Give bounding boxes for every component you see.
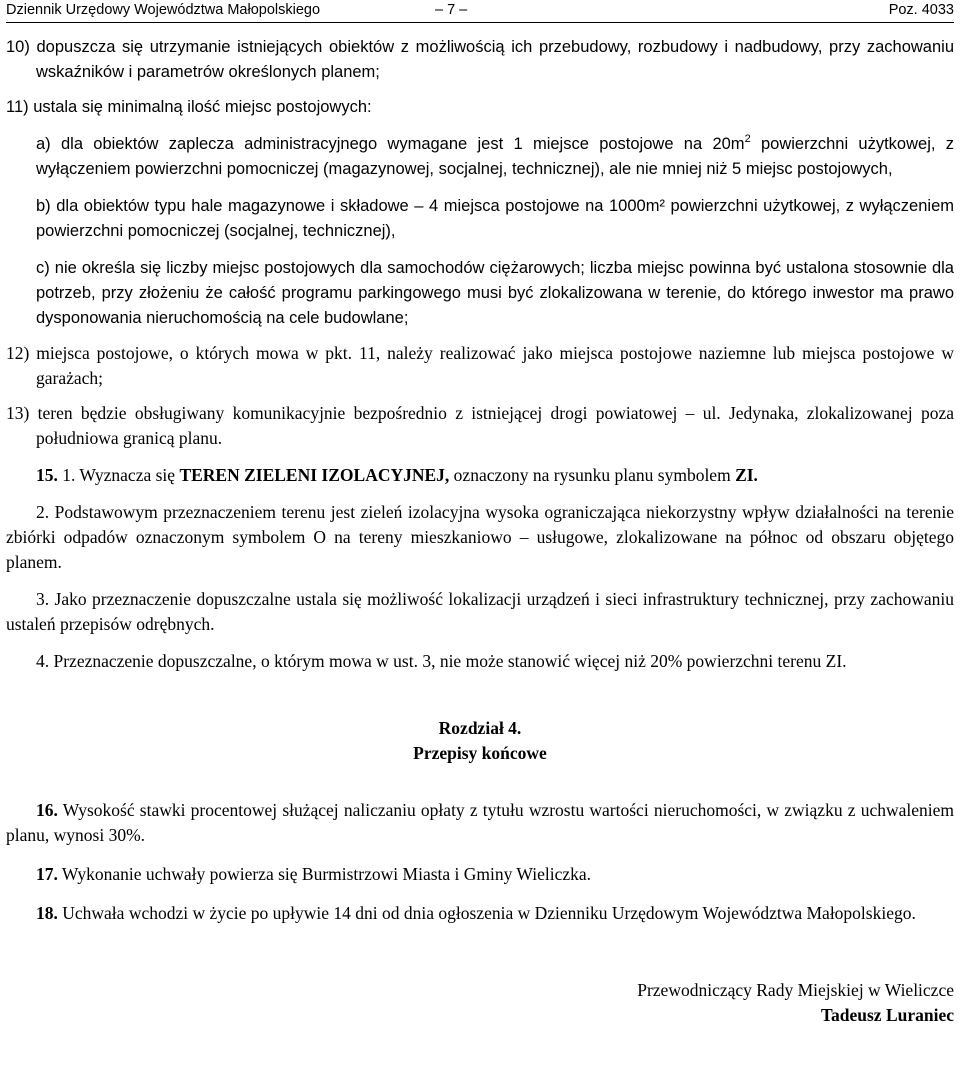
page-number: – 7 – bbox=[435, 2, 468, 18]
subitem-a-text-cont: powierzchni użytkowej, z wyłączeniem powierzchni pomocniczej (magazynowej, socjalnej, technicznej), ale nie mniej niż 5 miejsc postojowych, bbox=[36, 135, 954, 178]
position-number: Poz. 4033 bbox=[888, 2, 954, 18]
section-18 bbox=[6, 901, 954, 926]
section-17 bbox=[6, 862, 954, 887]
section-15-para-3: 3. Jako przeznaczenie dopuszczalne ustala się możliwość lokalizacji urządzeń i sieci infrastruktury technicznej, przy zachowaniu ustaleń przepisów odrębnych. bbox=[6, 589, 954, 634]
section-15-intro: 1. Wyznacza się bbox=[57, 465, 180, 485]
signature-role: Przewodniczący Rady Miejskiej w Wieliczce bbox=[637, 980, 954, 1000]
item-12: 12) miejsca postojowe, o których mowa w pkt. 11, należy realizować jako miejsca postojowe naziemne lub miejsca postojowe w garażach; bbox=[6, 343, 954, 388]
section-18-text: Uchwała wchodzi w życie po upływie 14 dni od dnia ogłoszenia w Dzienniku Urzędowym Województwa Małopolskiego. bbox=[57, 903, 916, 923]
zone-name: TEREN ZIELENI IZOLACYJNEJ, bbox=[179, 465, 450, 485]
section-17-number: 17. bbox=[36, 864, 58, 884]
section-17-text: Wykonanie uchwały powierza się Burmistrzowi Miasta i Gminy Wieliczka. bbox=[57, 864, 592, 884]
item-11: 11) ustala się minimalną ilość miejsc postojowych: bbox=[6, 98, 372, 116]
chapter-title: Rozdział 4. bbox=[438, 718, 522, 738]
zone-symbol: ZI. bbox=[735, 465, 758, 485]
item-10: 10) dopuszcza się utrzymanie istniejących obiektów z możliwością ich przebudowy, rozbudowy i nadbudowy, przy zachowaniu wskaźników i parametrów określonych planem; bbox=[6, 38, 954, 81]
chapter-subtitle: Przepisy końcowe bbox=[413, 743, 547, 763]
page-header bbox=[6, 0, 954, 23]
section-16 bbox=[6, 798, 954, 848]
subitem-c: c) nie określa się liczby miejsc postojowych dla samochodów ciężarowych; liczba miejsc powinna być ustalona stosownie dla potrzeb, przy złożeniu że całość programu parkingowego musi być zlokalizowana w terenie, do którego inwestor ma prawo dysponowania nieruchomością na cele budowlane; bbox=[36, 259, 954, 327]
document-page bbox=[6, 0, 954, 1028]
item-13: 13) teren będzie obsługiwany komunikacyjnie bezpośrednio z istniejącej drogi powiatowej – ul. Jedynaka, zlokalizowanej poza południowa granicą planu. bbox=[6, 403, 954, 448]
section-15-number: 15. bbox=[36, 465, 58, 485]
signature-name: Tadeusz Luraniec bbox=[820, 1005, 954, 1025]
section-18-number: 18. bbox=[36, 903, 58, 923]
section-16-number: 16. bbox=[36, 800, 58, 820]
section-15-para-4: 4. Przeznaczenie dopuszczalne, o którym mowa w ust. 3, nie może stanowić więcej niż 20% powierzchni terenu ZI. bbox=[36, 651, 847, 671]
section-15-desc: oznaczony na rysunku planu symbolem bbox=[449, 465, 736, 485]
subitem-b: b) dla obiektów typu hale magazynowe i składowe – 4 miejsca postojowe na 1000m² powierzchni użytkowej, z wyłączeniem powierzchni pomocniczej (socjalnej, technicznej), bbox=[36, 197, 954, 240]
journal-title: Dziennik Urzędowy Województwa Małopolskiego bbox=[6, 2, 321, 18]
section-16-text: Wysokość stawki procentowej służącej naliczaniu opłaty z tytułu wzrostu wartości nieruchomości, w związku z uchwaleniem planu, wynosi 30%. bbox=[6, 800, 954, 845]
section-15-para-1 bbox=[6, 463, 954, 488]
subitem-a bbox=[6, 132, 954, 182]
superscript-2: 2 bbox=[744, 133, 751, 145]
subitem-a-text: a) dla obiektów zaplecza administracyjnego wymagane jest 1 miejsce postojowe na 20m bbox=[36, 135, 745, 153]
section-15-para-2: 2. Podstawowym przeznaczeniem terenu jest zieleń izolacyjna wysoka ograniczająca niekorzystny wpływ działalności na terenie zbiórki odpadów oznaczonym symbolem O na tereny mieszkaniowo – usługowe, zlokalizowane na północ od obszaru objętego planem. bbox=[6, 502, 954, 572]
